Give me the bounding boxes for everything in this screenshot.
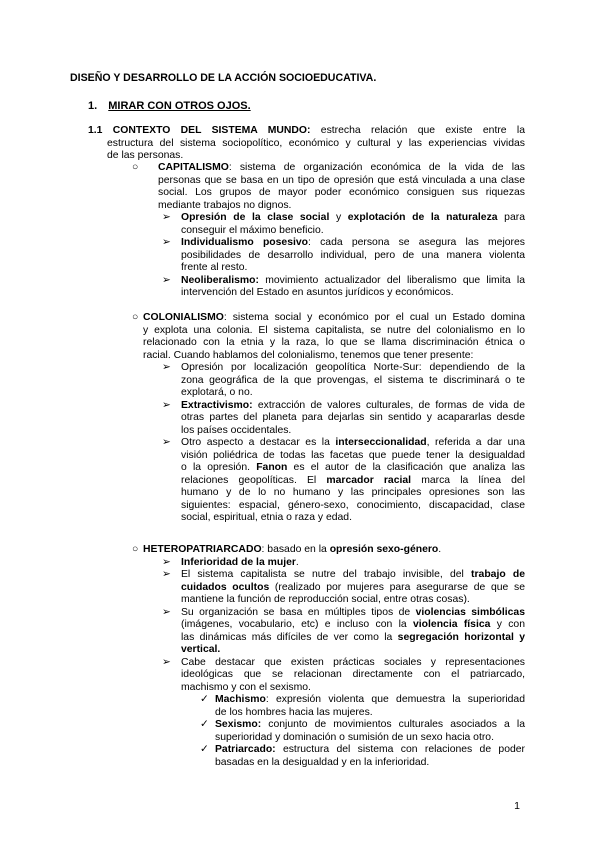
text: : sistema de organización económica de la vida de las bbox=[228, 162, 525, 173]
bullet-line bbox=[181, 582, 525, 594]
arrow-bullet: ➢ bbox=[162, 437, 171, 448]
term: Extractivismo: bbox=[181, 399, 253, 411]
text: marca la línea del bbox=[411, 474, 526, 486]
term: Sexismo: bbox=[215, 719, 262, 730]
text: y con bbox=[490, 619, 525, 630]
text: conjunto de movimientos culturales asociados a la bbox=[261, 719, 525, 730]
capitalismo-line bbox=[158, 162, 525, 174]
bullet-line: conseguir el máximo beneficio. bbox=[181, 224, 324, 236]
capitalismo-line: social. Los grupos de mayor poder económico consiguen sus riquezas bbox=[158, 187, 525, 198]
term: CAPITALISMO bbox=[158, 162, 229, 173]
subsection-line: de las personas. bbox=[107, 150, 184, 161]
check-line: de los hombres hacia las mujeres. bbox=[215, 706, 373, 718]
section-title: MIRAR CON OTROS OJOS. bbox=[108, 100, 251, 112]
arrow-bullet: ➢ bbox=[162, 569, 171, 580]
text: Otro aspecto a destacar es la bbox=[181, 437, 336, 448]
check-line: superioridad y dominación o sumisión de un sexo hacia otro. bbox=[215, 731, 494, 743]
circle-bullet: ○ bbox=[132, 544, 139, 555]
check-line bbox=[215, 694, 525, 706]
bullet-line bbox=[181, 437, 525, 449]
check-line: basadas en la desigualdad y en la inferioridad. bbox=[215, 756, 430, 768]
arrow-bullet: ➢ bbox=[162, 274, 171, 286]
term: Fanon bbox=[256, 462, 288, 473]
capitalismo-line: mediante trabajos no dignos. bbox=[158, 199, 292, 211]
bullet-line bbox=[181, 212, 525, 224]
bullet-line: vertical. bbox=[181, 644, 221, 655]
subsection-line: estructura del sistema sociopolítico, económico y cultural y las experiencias vividas bbox=[107, 137, 525, 149]
bullet-line: otras partes del planeta para dejarlas sin sentido y acapararlas desde bbox=[181, 412, 525, 423]
check-line bbox=[215, 744, 525, 756]
text: movimiento actualizador del liberalismo que limita la bbox=[258, 274, 525, 286]
term: interseccionalidad bbox=[335, 437, 427, 448]
term: violencia física bbox=[413, 619, 491, 630]
check-icon: ✓ bbox=[200, 719, 209, 730]
bullet-line: zona geográfica de la que provengas, el sistema te discriminará o te bbox=[181, 374, 525, 386]
check-icon: ✓ bbox=[200, 744, 209, 755]
term: Opresión de la clase social bbox=[181, 212, 330, 223]
bullet-line: social, espiritual, etnia o raza y edad. bbox=[181, 512, 352, 523]
term: opresión sexo-género bbox=[329, 544, 439, 555]
text: (realizado por mujeres para asegurarse de que se bbox=[269, 581, 525, 593]
colonialismo-line bbox=[143, 312, 525, 324]
bullet-line bbox=[181, 569, 525, 581]
text: : expresión violenta que demuestra la superioridad bbox=[265, 694, 525, 705]
bullet-line bbox=[181, 557, 299, 569]
check-line bbox=[215, 719, 525, 731]
circle-bullet: ○ bbox=[132, 162, 139, 173]
page-number: 1 bbox=[514, 800, 520, 812]
bullet-line bbox=[181, 400, 525, 412]
term: explotación de la naturaleza bbox=[347, 212, 498, 223]
document-title: DISEÑO Y DESARROLLO DE LA ACCIÓN SOCIOEDUCATIVA. bbox=[70, 72, 377, 84]
text: , referida a dar una bbox=[426, 437, 525, 448]
term: HETEROPATRIARCADO bbox=[143, 544, 262, 555]
text: (imágenes, vocabulario, etc) e incluso con la bbox=[181, 619, 414, 630]
circle-bullet: ○ bbox=[132, 312, 139, 323]
bullet-line bbox=[181, 275, 525, 287]
text: Su organización se basa en múltiples tipos de bbox=[181, 606, 416, 618]
bullet-line: mantiene la función de reproducción social, entre otras cosas). bbox=[181, 594, 470, 605]
text: es el autor de la clasificación que analiza las bbox=[287, 462, 526, 473]
term: COLONIALISMO bbox=[143, 312, 224, 323]
bullet-line bbox=[181, 462, 525, 474]
term: marcador racial bbox=[326, 474, 412, 486]
text: para bbox=[497, 212, 525, 223]
term: Patriarcado: bbox=[215, 744, 276, 755]
bullet-line: intervención del Estado en asuntos jurídicos y económicos. bbox=[181, 287, 454, 298]
term: Neoliberalismo: bbox=[181, 274, 259, 286]
text: : basado en la bbox=[261, 544, 330, 555]
text: extracción de valores culturales, de formas de vida de bbox=[252, 399, 525, 411]
term: Inferioridad de la mujer bbox=[181, 556, 296, 568]
text: : sistema social y económico por el cual un Estado domina bbox=[223, 312, 525, 323]
bullet-line: explotará, o no. bbox=[181, 387, 253, 398]
text: las dinámicas más difíciles de ver como la bbox=[181, 631, 398, 643]
arrow-bullet: ➢ bbox=[162, 656, 171, 668]
bullet-line: humano y de lo no humano y las principales opresiones son las bbox=[181, 487, 525, 498]
colonialismo-line: racial. Cuando hablamos del colonialismo, tenemos que tener presente: bbox=[143, 349, 474, 361]
heteropatriarcado-line bbox=[143, 544, 441, 556]
bullet-line: Opresión por localización geopolítica Norte-Sur: dependiendo de la bbox=[181, 362, 525, 373]
bullet-line: machismo y con el sexismo. bbox=[181, 681, 311, 693]
bullet-line bbox=[181, 619, 525, 631]
text: estructura del sistema con relaciones de poder bbox=[275, 744, 525, 755]
capitalismo-line: personas que se basa en un tipo de opresión que está vinculada a una clase bbox=[158, 174, 525, 186]
term: Machismo bbox=[215, 694, 266, 705]
bullet-line bbox=[181, 632, 525, 644]
subsection-text: estrecha relación que existe entre la bbox=[310, 125, 525, 136]
colonialismo-line: y explota una colonia. El sistema capitalista, se nutre del colonialismo en lo bbox=[143, 324, 525, 336]
term: violencias simbólicas bbox=[415, 606, 525, 618]
term: trabajo de bbox=[471, 569, 525, 580]
arrow-bullet: ➢ bbox=[162, 399, 171, 411]
text: . bbox=[295, 556, 299, 568]
bullet-line bbox=[181, 607, 525, 619]
subsection-number: 1.1 bbox=[88, 125, 103, 136]
bullet-line: posibilidades de desarrollo individual, pero de una manera violenta bbox=[181, 249, 525, 261]
term: Individualismo posesivo bbox=[181, 237, 308, 248]
arrow-bullet: ➢ bbox=[162, 556, 171, 568]
arrow-bullet: ➢ bbox=[162, 237, 171, 248]
text: . bbox=[438, 544, 442, 555]
subsection-heading bbox=[88, 125, 525, 137]
text: relaciones geopolíticas. El bbox=[181, 474, 327, 486]
subsection-title: CONTEXTO DEL SISTEMA MUNDO: bbox=[112, 125, 311, 136]
bullet-line bbox=[181, 237, 525, 249]
bullet-line: Cabe destacar que existen prácticas sociales y representaciones bbox=[181, 656, 525, 668]
bullet-line: visión poliédrica de todas las facetas que puede tener la desigualdad bbox=[181, 449, 525, 461]
colonialismo-line: relacionado con la etnia y la raza, lo que se llama discriminación étnica o bbox=[143, 337, 525, 348]
bullet-line bbox=[181, 475, 525, 487]
bullet-line: ideológicas que se relacionan directamente con el patriarcado, bbox=[181, 669, 525, 680]
term: segregación horizontal y bbox=[397, 631, 526, 643]
arrow-bullet: ➢ bbox=[162, 362, 171, 373]
arrow-bullet: ➢ bbox=[162, 606, 171, 618]
section-heading bbox=[88, 100, 251, 112]
text: : cada persona se asegura las mejores bbox=[308, 237, 525, 248]
arrow-bullet: ➢ bbox=[162, 212, 171, 223]
bullet-line: frente al resto. bbox=[181, 262, 248, 273]
check-icon: ✓ bbox=[200, 694, 209, 705]
term: cuidados ocultos bbox=[181, 581, 270, 593]
section-number: 1. bbox=[88, 100, 98, 112]
bullet-line: siguientes: espacial, género-sexo, conocimiento, discapacidad, clase bbox=[181, 499, 525, 511]
bullet-line: los países occidentales. bbox=[181, 424, 292, 436]
text: o la opresión. bbox=[181, 462, 257, 473]
text: y bbox=[329, 212, 348, 223]
text: El sistema capitalista se nutre del trabajo invisible, del bbox=[181, 569, 472, 580]
